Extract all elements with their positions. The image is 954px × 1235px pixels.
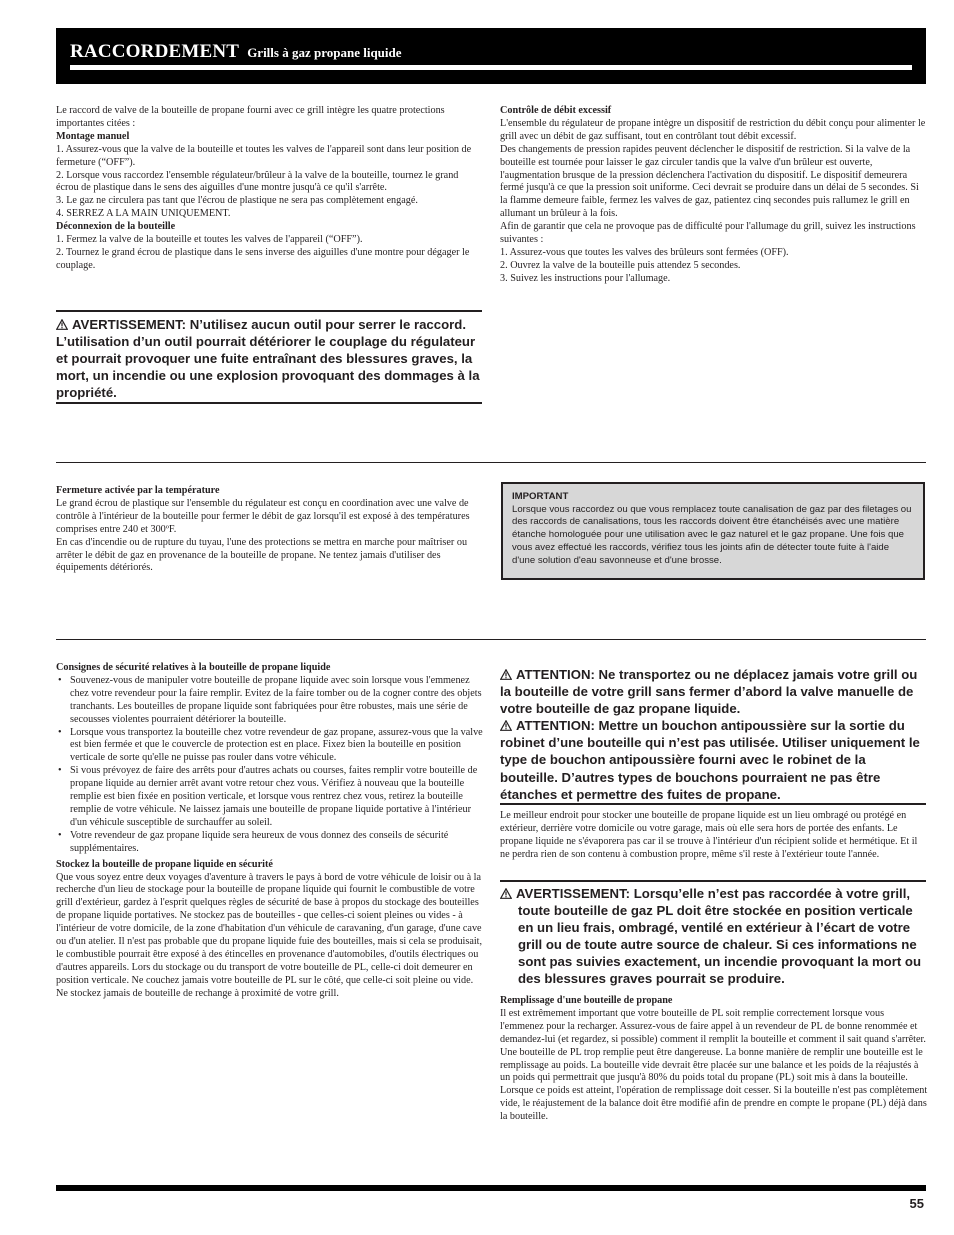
disconnect-step: 1. Fermez la valve de la bouteille et toutes les valves de l'appareil (“OFF”). (56, 234, 363, 246)
flow-paragraph: Des changements de pression rapides peuvent déclencher le dispositif de restriction. Si la valve de la bouteille est tournée pour laisser le gaz circuler tandis que la valve d'un brûleur est ouverte, l'augmentation brusque de la pression déclenchera l'activation du dispositif. Le dispositif demeurera fermé jusqu'à ce que la pression soit uniforme. Ceci devrait se produire dans un délai de 5 secondes. Si la flamme demeure faible, fermez les valves de gaz, patientez cinq secondes puis rallumez le grill en allumant un brûleur à la fois. (500, 143, 919, 220)
section-divider (56, 462, 926, 463)
attention-notices (500, 666, 926, 803)
footer-rule (56, 1185, 926, 1191)
section-subtitle: Grills à gaz propane liquide (247, 45, 402, 60)
storage-warning (500, 885, 926, 988)
manual-step: 3. Le gaz ne circulera pas tant que l'écrou de plastique ne sera pas complètement engagé. (56, 195, 418, 207)
thermal-paragraph: En cas d'incendie ou de rupture du tuyau, l'une des protections se mettra en marche pour maîtriser ou arrêter le débit de gaz en provenance de la bouteille de propane. Ne tentez jamais d'utiliser des équipements détériorés. (56, 536, 468, 574)
intro-text: Le raccord de valve de la bouteille de propane fourni avec ce grill intègre les quatre protections importantes citées : (56, 105, 445, 129)
refill-heading: Remplissage d'une bouteille de propane (500, 995, 673, 1006)
list-item: • Souvenez-vous de manipuler votre bouteille de propane liquide avec soin lorsque vous l'emmenez chez votre revendeur pour la faire remplir. Evitez de la faire tomber ou de la cogner contre des objets tranchants. Les bouteilles de propane liquide sont fabriquées pour être robustes, mais une série de secousses violentes pourraient détériorer la bouteille. (56, 675, 484, 727)
warning-bottom-rule (56, 402, 482, 404)
safety-heading: Consignes de sécurité relatives à la bouteille de propane liquide (56, 662, 331, 673)
header-bar (56, 28, 926, 84)
attention-bottom-rule (500, 803, 926, 805)
flow-paragraph: L'ensemble du régulateur de propane intègre un dispositif de restriction du débit conçu pour alimenter le grill avec un débit de gaz suffisant, tout en contrôlant tout débit excessif. (500, 117, 926, 142)
manual-step: 4. SERREZ A LA MAIN UNIQUEMENT. (56, 208, 231, 220)
thermal-heading: Fermeture activée par la température (56, 485, 220, 496)
page-title (70, 41, 402, 63)
warning-triangle-icon (500, 720, 512, 731)
storage-warning-text: AVERTISSEMENT: Lorsqu’elle n’est pas raccordée à votre grill, toute bouteille de gaz PL doit être stockée en position verticale en un lieu frais, ombragé, ventilé en extérieur à l’écart de votre grill ou de toute autre source de chaleur. Si ces informations ne sont pas suivies exactement, un incendie provoquant la mort ou des blessures graves pourrait se produire. (516, 886, 922, 987)
flow-step: 3. Suivez les instructions pour l'allumage. (500, 272, 671, 284)
important-notice (501, 482, 925, 580)
flow-heading: Contrôle de débit excessif (500, 105, 612, 116)
flow-paragraph: Afin de garantir que cela ne provoque pas de difficulté pour l'allumage du grill, suivez les instructions suivantes : (500, 221, 916, 246)
list-item: • Votre revendeur de gaz propane liquide sera heureux de vous donnez des conseils de sécurité supplémentaires. (56, 830, 484, 856)
header-rule (70, 65, 912, 70)
storage-paragraph: Le meilleur endroit pour stocker une bouteille de propane liquide est un lieu ombragé ou protégé en extérieur, derrière votre domicile ou votre garage, mais où elle sera hors de portée des enfants. Le propane liquide ne s'évaporera pas car il se trouve à l'intérieur d'un récipient solide et hermétique. Et il ne perdra rien de son contenu à combustion propre, même s'il reste à l'extérieur toute l'année. (500, 810, 918, 861)
tank-safety (56, 662, 484, 1001)
warning-triangle-icon (500, 669, 512, 680)
storage-location (500, 809, 926, 861)
thermal-paragraph: Le grand écrou de plastique sur l'ensemble du régulateur est conçu en coordination avec une valve de contrôle à l'intérieur de la bouteille pour fermer le débit de gaz lorsqu'il est exposé à des températures comprises entre 240 et 300ºF. (56, 497, 470, 535)
flow-step: 2. Ouvrez la valve de la bouteille puis attendez 5 secondes. (500, 259, 741, 271)
refill-paragraph: Il est extrêmement important que votre bouteille de PL soit remplie correctement lorsque vous l'emmenez pour la recharger. Assurez-vous de faire appel à un revendeur de PL de bonne renommée et demandez-lui (et regardez, si possible) comment il remplit la bouteille et comment il sait quand s'arrêter. Une bouteille de PL trop remplie peut être dangereuse. La bonne manière de remplir une bouteille est le remplissage au poids. La bouteille vide devrait être placée sur une balance et les poids de la réajustés à un poids qui permettrait que jusqu'à 80% du poids total du propane (PL) soit mis à dans la bouteille. Lorsque ce poids est atteint, l'opération de remplissage doit cesser. Si la bouteille n'est pas complètement vide, le réajustement de la balance doit être modifié afin de prendre en compte le propane (PL) déjà dans la bouteille. (500, 1007, 928, 1123)
flow-step: 1. Assurez-vous que toutes les valves des brûleurs sont fermées (OFF). (500, 246, 789, 258)
manual-step: 2. Lorsque vous raccordez l'ensemble régulateur/brûleur à la valve de la bouteille, tournez le grand écrou de plastique dans le sens des aiguilles d'une montre jusqu'à ce qu'il s'arrête. (56, 169, 459, 194)
connection-instructions (56, 105, 480, 273)
manual-heading: Montage manuel (56, 130, 130, 142)
section-title: RACCORDEMENT (70, 41, 240, 62)
tool-warning (56, 316, 482, 401)
warning-triangle-icon (56, 319, 68, 330)
disconnect-step: 2. Tournez le grand écrou de plastique dans le sens inverse des aiguilles d'une montre pour dégager le couplage. (56, 246, 470, 271)
tank-refilling (500, 995, 928, 1124)
attention-text: ATTENTION: Ne transportez ou ne déplacez jamais votre grill ou la bouteille de votre grill sans fermer d’abord la valve manuelle de votre bouteille de gaz propane liquide. (500, 667, 918, 717)
tool-warning-text: AVERTISSEMENT: N’utilisez aucun outil pour serrer le raccord. L’utilisation d’un outil pourrait détériorer le couplage du régulateur et pourrait provoquer une fuite entraînant des blessures graves, la mort, un incendie ou une explosion provoquant des dommages à la propriété. (56, 317, 480, 401)
thermal-shutoff (56, 485, 482, 575)
important-text: Lorsque vous raccordez ou que vous remplacez toute canalisation de gaz par des filetages ou des raccords de canalisations, tous les raccords doivent être étanchéisés avec une matière étanche homologuée pour une utilisation avec le gaz naturel et le gaz propane. Une fois que vous avez effectué les raccords, vérifiez tous les joints afin de détecter toute fuite à l'aide d'une solution d'eau savonneuse et d'une brosse. (512, 503, 912, 566)
store-paragraph: Que vous soyez entre deux voyages d'aventure à travers le pays à bord de votre véhicule de loisir ou à la recherche d'un lieu de stockage pour la bouteille de propane liquide qui fournit le combustible de votre grill d'extérieur, gardez à l'esprit quelques règles de sécurité de base à propos du stockage des bouteilles de propane liquide portatives. Ne stockez pas de bouteilles - que celles-ci soient pleines ou vides - à l'intérieur de votre domicile, de la zone d'habitation d'un véhicule de caravaning, d'un garage, d'une cave ou d'un atelier. Il n'est pas probable que du propane liquide fuie des bouteilles, mais si cela se produisait, le combustible pourrait être exposé à des étincelles en provenance d'automobiles, d'outils électriques ou d'autres appareils. Lors du stockage ou du transport de votre bouteille de PL, celle-ci doit demeurer en position verticale. Ne couchez jamais votre bouteille de PL sur le côté, que celle-ci soit pleine ou vide. Ne stockez jamais de bouteille de rechange à proximité de votre grill. (56, 871, 483, 999)
safety-list (56, 675, 484, 856)
flow-control (500, 105, 926, 286)
disconnect-heading: Déconnexion de la bouteille (56, 221, 176, 233)
warning-top-rule (500, 880, 926, 882)
manual-step: 1. Assurez-vous que la valve de la bouteille et toutes les valves de l'appareil sont dans leur position de fermeture (“OFF”). (56, 143, 472, 168)
warning-top-rule (56, 310, 482, 312)
section-divider (56, 639, 926, 640)
list-item: • Lorsque vous transportez la bouteille chez votre revendeur de gaz propane, assurez-vous que la valve est bien fermée et que le couvercle de protection est en place. Fixez bien la bouteille en position verticale de sorte qu'elle ne puisse pas rouler dans votre véhicule. (56, 727, 484, 766)
store-heading: Stockez la bouteille de propane liquide en sécurité (56, 858, 273, 870)
attention-text: ATTENTION: Mettre un bouchon antipoussière sur la sortie du robinet d’une bouteille qui n’est pas utilisée. Utiliser uniquement le type de bouchon antipoussière fourni avec le robinet de la bouteille. D’autres types de bouchons pourraient ne pas être étanches et permettre des fuites de propane. (500, 718, 920, 802)
page-number: 55 (909, 1196, 924, 1211)
list-item: • Si vous prévoyez de faire des arrêts pour d'autres achats ou courses, faites remplir votre bouteille de propane liquide au dernier arrêt avant votre retour chez vous. Vérifiez à nouveau que la bouteille remplie est bien fixée en position verticale, et lorsque vous rentrez chez vous, retirez la bouteille remplie de votre véhicule. Ne laissez jamais une bouteille de propane liquide portative à l'intérieur d'un véhicule susceptible de surchauffer au soleil. (56, 765, 484, 830)
important-title: IMPORTANT (512, 491, 569, 502)
warning-triangle-icon (500, 888, 512, 899)
